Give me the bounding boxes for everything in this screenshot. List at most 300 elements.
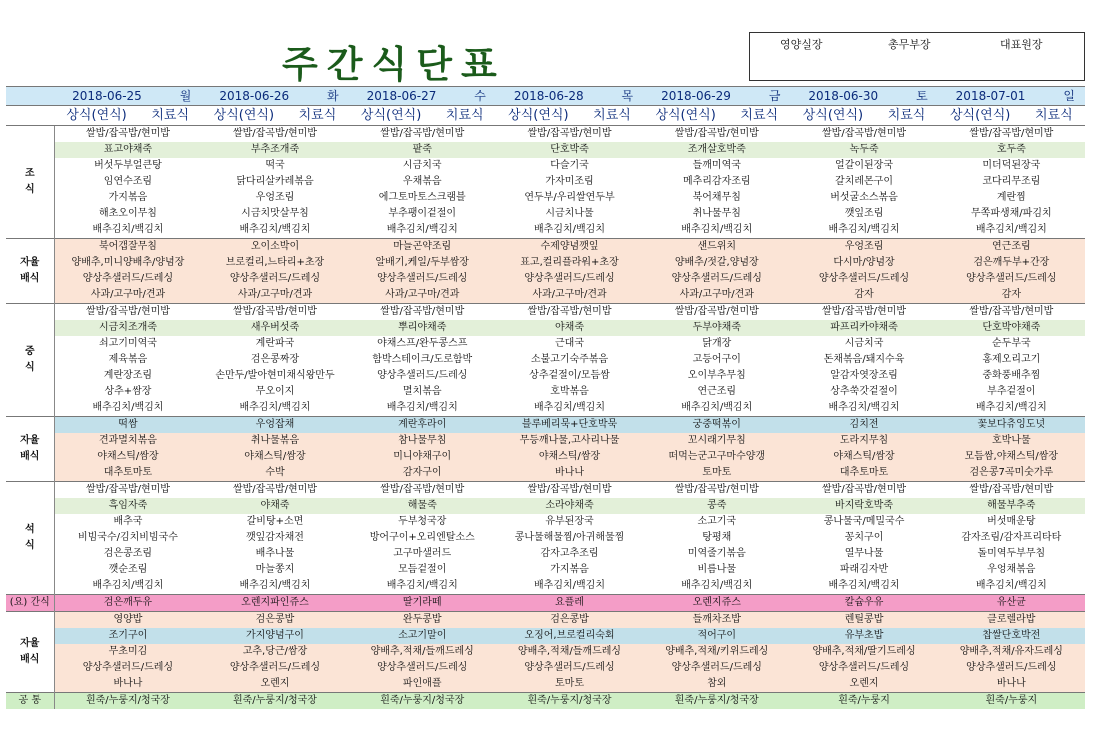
menu-item: 흰죽/누룽지/청국장: [201, 693, 348, 710]
menu-item: 양상추샐러드/드레싱: [643, 271, 790, 287]
day-date: 2018-06-28: [513, 89, 584, 103]
therapy-diet-label: 치료식: [1035, 107, 1073, 123]
menu-item: 흰죽/누룽지/청국장: [496, 693, 643, 710]
menu-item: 배추김치/백김치: [938, 222, 1085, 239]
menu-item: 다슬기국: [496, 158, 643, 174]
menu-item: 검은콩밥: [496, 612, 643, 629]
menu-item: 연근조림: [938, 239, 1085, 256]
menu-item: 찹쌀단호박전: [938, 628, 1085, 644]
menu-item: 쌀밥/잡곡밥/현미밥: [496, 482, 643, 499]
approval-nutrition-manager: 영양실장: [780, 38, 823, 51]
menu-item: 멸치볶음: [349, 384, 496, 400]
menu-item: 양상추샐러드/드레싱: [938, 660, 1085, 676]
menu-item: 돌미역두부무침: [938, 546, 1085, 562]
menu-item: 바나나: [938, 676, 1085, 693]
menu-item: 해초오이무침: [54, 206, 201, 222]
meal-section-label: (요) 간식: [6, 595, 54, 612]
day-weekday: 금: [768, 89, 781, 103]
meal-section-label: 자율 배식: [6, 239, 54, 304]
menu-item: 우엉조림: [201, 190, 348, 206]
menu-item: 적어구이: [643, 628, 790, 644]
menu-item: 파인애플: [349, 676, 496, 693]
menu-item: 양상추샐러드/드레싱: [201, 271, 348, 287]
menu-item: 감자: [790, 287, 937, 304]
menu-item: 양상추샐러드/드레싱: [349, 271, 496, 287]
menu-item: 비빔국수/김치비빔국수: [54, 530, 201, 546]
menu-item: 사과/고구마/견과: [643, 287, 790, 304]
menu-item: 북어갭잘무침: [54, 239, 201, 256]
menu-item: 검은콩7곡미숫가루: [938, 465, 1085, 482]
menu-item: 사과/고구마/견과: [496, 287, 643, 304]
menu-item: 호박볶음: [496, 384, 643, 400]
menu-item: 쌀밥/잡곡밥/현미밥: [201, 482, 348, 499]
menu-item: 배추김치/백김치: [496, 222, 643, 239]
menu-item: 렌틸콩밥: [790, 612, 937, 629]
menu-item: 상추겉절이/모듬쌈: [496, 368, 643, 384]
menu-item: 시금치국: [790, 336, 937, 352]
day-weekday: 수: [474, 89, 486, 103]
menu-item: 해물죽: [349, 498, 496, 514]
menu-item: 대추토마토: [54, 465, 201, 482]
menu-item: 두부청국장: [349, 514, 496, 530]
menu-item: 야채죽: [201, 498, 348, 514]
menu-item: 유부된장국: [496, 514, 643, 530]
menu-item: 호박나물: [938, 433, 1085, 449]
menu-item: 닭다리살카레볶음: [201, 174, 348, 190]
menu-item: 사과/고구마/견과: [201, 287, 348, 304]
day-header: [496, 87, 643, 106]
therapy-diet-label: 치료식: [740, 107, 779, 123]
menu-item: 김치전: [790, 417, 937, 434]
day-date: 2018-06-29: [661, 89, 731, 103]
menu-item: 미니야채구이: [349, 449, 496, 465]
menu-item: 새우버섯죽: [201, 320, 348, 336]
menu-item: 소불고기숙주볶음: [496, 352, 643, 368]
menu-item: 양상추샐러드/드레싱: [790, 271, 937, 287]
menu-item: 배추김치/백김치: [54, 222, 201, 239]
menu-item: 함박스테이크/도로함박: [349, 352, 496, 368]
menu-item: 사과/고구마/견과: [54, 287, 201, 304]
menu-item: 알감자엿장조림: [790, 368, 937, 384]
menu-item: 흰죽/누룽지/청국장: [54, 693, 201, 710]
menu-item: 야채스틱/쌈장: [496, 449, 643, 465]
type-row-corner: [6, 106, 54, 126]
menu-item: 뿌리야채죽: [349, 320, 496, 336]
menu-item: 감자고추조림: [496, 546, 643, 562]
menu-item: 닭개장: [643, 336, 790, 352]
menu-item: 호두죽: [938, 142, 1085, 158]
menu-item: 쌀밥/잡곡밥/현미밥: [496, 304, 643, 321]
menu-item: 사과/고구마/견과: [349, 287, 496, 304]
menu-item: 버섯굴소스볶음: [790, 190, 937, 206]
menu-item: 계란찜: [938, 190, 1085, 206]
menu-item: 우엉조림: [790, 239, 937, 256]
menu-item: 배추김치/백김치: [790, 222, 937, 239]
menu-item: 소고기국: [643, 514, 790, 530]
menu-item: 배추나물: [201, 546, 348, 562]
menu-item: 양배추,적채/키위드레싱: [643, 644, 790, 660]
menu-item: 떡국: [201, 158, 348, 174]
menu-item: 바나나: [54, 676, 201, 693]
menu-item: 양배추,적채/들깨드레싱: [349, 644, 496, 660]
day-date: 2018-06-25: [72, 89, 142, 103]
menu-item: 양상추샐러드/드레싱: [349, 368, 496, 384]
menu-item: 배추김치/백김치: [938, 578, 1085, 595]
menu-item: 쌀밥/잡곡밥/현미밥: [54, 304, 201, 321]
menu-item: 손만두/발아현미채식왕만두: [201, 368, 348, 384]
menu-item: 소라야채죽: [496, 498, 643, 514]
weekly-menu-table: [6, 86, 1085, 709]
menu-item: 무오이지: [201, 384, 348, 400]
menu-item: 우엉잡채: [201, 417, 348, 434]
menu-item: 꽃보다츄잉도넛: [938, 417, 1085, 434]
menu-item: 떠먹는군고구마수양갱: [643, 449, 790, 465]
therapy-diet-label: 치료식: [445, 107, 484, 123]
menu-item: 대추토마토: [790, 465, 937, 482]
menu-item: 완두콩밥: [349, 612, 496, 629]
menu-item: 쌀밥/잡곡밥/현미밥: [938, 482, 1085, 499]
menu-item: 야채죽: [496, 320, 643, 336]
menu-item: 쌀밥/잡곡밥/현미밥: [643, 304, 790, 321]
menu-item: 조개살호박죽: [643, 142, 790, 158]
menu-item: 양상추샐러드/드레싱: [496, 660, 643, 676]
menu-item: 흰죽/누룽지: [938, 693, 1085, 710]
menu-item: 배추김치/백김치: [349, 578, 496, 595]
menu-item: 가지볶음: [54, 190, 201, 206]
menu-item: 북어채무침: [643, 190, 790, 206]
menu-item: 돈채볶음/돼지수육: [790, 352, 937, 368]
menu-item: 감자구이: [349, 465, 496, 482]
menu-item: 양배추,적채/딸기드레싱: [790, 644, 937, 660]
menu-item: 비름나물: [643, 562, 790, 578]
menu-item: 참나물무침: [349, 433, 496, 449]
menu-item: 야채스틱/쌈장: [790, 449, 937, 465]
approval-general-manager: 총무부장: [888, 38, 931, 51]
menu-item: 쌀밥/잡곡밥/현미밥: [201, 126, 348, 143]
menu-item: 미역줄기볶음: [643, 546, 790, 562]
menu-item: 오이부추무침: [643, 368, 790, 384]
menu-item: 부추겉절이: [938, 384, 1085, 400]
menu-item: 야채스틱/쌈장: [54, 449, 201, 465]
menu-item: 요플레: [496, 595, 643, 612]
menu-item: 오징어,브로컬리숙회: [496, 628, 643, 644]
menu-item: 배추김치/백김치: [349, 400, 496, 417]
menu-item: 콩나물해물찜/아귀해물찜: [496, 530, 643, 546]
approval-box: [749, 32, 1085, 81]
menu-item: 양상추샐러드/드레싱: [790, 660, 937, 676]
diet-type-header: [201, 106, 348, 126]
menu-item: 흰죽/누룽지: [790, 693, 937, 710]
menu-item: 견과멸치볶음: [54, 433, 201, 449]
menu-item: 중화풍배추찜: [938, 368, 1085, 384]
menu-item: 검은깨두부+간장: [938, 255, 1085, 271]
menu-item: 궁중떡볶이: [643, 417, 790, 434]
menu-item: 부추조개죽: [201, 142, 348, 158]
menu-item: 양상추샐러드/드레싱: [54, 660, 201, 676]
menu-item: 표고,컬리플라워+초장: [496, 255, 643, 271]
menu-item: 계란장조림: [54, 368, 201, 384]
menu-item: 파래김자반: [790, 562, 937, 578]
menu-item: 브로컬리,느타리+초장: [201, 255, 348, 271]
menu-item: 배추김치/백김치: [201, 222, 348, 239]
therapy-diet-label: 치료식: [593, 107, 631, 123]
menu-item: 샌드위치: [643, 239, 790, 256]
menu-item: 참외: [643, 676, 790, 693]
menu-item: 양배추,적채/유자드레싱: [938, 644, 1085, 660]
menu-item: 배추김치/백김치: [643, 222, 790, 239]
menu-item: 조기구이: [54, 628, 201, 644]
menu-item: 감자조림/감자프리타타: [938, 530, 1085, 546]
menu-item: 영양밥: [54, 612, 201, 629]
menu-item: 양상추샐러드/드레싱: [349, 660, 496, 676]
menu-item: 바나나: [496, 465, 643, 482]
day-date: 2018-07-01: [955, 89, 1026, 103]
menu-item: 녹두죽: [790, 142, 937, 158]
menu-item: 쌀밥/잡곡밥/현미밥: [790, 482, 937, 499]
menu-item: 시금치국: [349, 158, 496, 174]
menu-item: 얼갈이된장국: [790, 158, 937, 174]
menu-item: 배추김치/백김치: [201, 400, 348, 417]
menu-item: 배추국: [54, 514, 201, 530]
menu-item: 버섯두부얼큰탕: [54, 158, 201, 174]
menu-item: 쌀밥/잡곡밥/현미밥: [643, 482, 790, 499]
menu-item: 버섯매운탕: [938, 514, 1085, 530]
menu-item: 쌀밥/잡곡밥/현미밥: [790, 126, 937, 143]
menu-item: 수박: [201, 465, 348, 482]
menu-item: 쌀밥/잡곡밥/현미밥: [496, 126, 643, 143]
menu-item: 순두부국: [938, 336, 1085, 352]
menu-item: 양배추,적채/들깨드레싱: [496, 644, 643, 660]
menu-item: 감자: [938, 287, 1085, 304]
menu-item: 유부초밥: [790, 628, 937, 644]
day-weekday: 목: [621, 89, 634, 103]
menu-item: 근대국: [496, 336, 643, 352]
diet-type-header: [643, 106, 790, 126]
diet-type-header: [938, 106, 1085, 126]
menu-item: 흑임자죽: [54, 498, 201, 514]
menu-item: 모듬겉절이: [349, 562, 496, 578]
menu-item: 깻순조림: [54, 562, 201, 578]
menu-item: 배추김치/백김치: [790, 400, 937, 417]
date-row-corner: [6, 87, 54, 106]
meal-section-label: 조 식: [6, 126, 54, 239]
menu-item: 양상추샐러드/드레싱: [496, 271, 643, 287]
normal-diet-label: 상식(연식): [66, 107, 127, 123]
day-date: 2018-06-26: [219, 89, 290, 103]
menu-item: 배추김치/백김치: [201, 578, 348, 595]
menu-item: 단호박야채죽: [938, 320, 1085, 336]
diet-type-header: [349, 106, 496, 126]
menu-item: 계란후라이: [349, 417, 496, 434]
menu-item: 연근조림: [643, 384, 790, 400]
menu-item: 야채스프/완두콩스프: [349, 336, 496, 352]
page-title: 주간식단표: [282, 43, 506, 86]
menu-item: 검은콩조림: [54, 546, 201, 562]
menu-item: 열무나물: [790, 546, 937, 562]
menu-item: 양배추,미니양배추/양념장: [54, 255, 201, 271]
menu-item: 취나물볶음: [201, 433, 348, 449]
menu-item: 가자미조림: [496, 174, 643, 190]
menu-item: 갈비탕+소면: [201, 514, 348, 530]
menu-item: 검은콩밥: [201, 612, 348, 629]
day-weekday: 일: [1063, 89, 1075, 103]
menu-item: 코다리무조림: [938, 174, 1085, 190]
menu-item: 쌀밥/잡곡밥/현미밥: [643, 126, 790, 143]
diet-type-header: [496, 106, 643, 126]
menu-item: 배추김치/백김치: [790, 578, 937, 595]
menu-item: 홍제오리고기: [938, 352, 1085, 368]
menu-item: 쌀밥/잡곡밥/현미밥: [349, 126, 496, 143]
menu-item: 칼슘우유: [790, 595, 937, 612]
menu-item: 쌀밥/잡곡밥/현미밥: [938, 304, 1085, 321]
menu-item: 깻잎조림: [790, 206, 937, 222]
menu-item: 클로렐라밥: [938, 612, 1085, 629]
menu-item: 도라지무침: [790, 433, 937, 449]
menu-item: 배추김치/백김치: [643, 400, 790, 417]
menu-item: 무등깨나물,고사리나물: [496, 433, 643, 449]
menu-item: 배추김치/백김치: [54, 400, 201, 417]
menu-item: 콩나물국/메밀국수: [790, 514, 937, 530]
menu-item: 야채스틱/쌈장: [201, 449, 348, 465]
menu-item: 흰죽/누룽지/청국장: [349, 693, 496, 710]
menu-item: 탕평채: [643, 530, 790, 546]
day-weekday: 월: [179, 89, 192, 103]
menu-item: 딸기라떼: [349, 595, 496, 612]
normal-diet-label: 상식(연식): [655, 107, 716, 123]
menu-item: 배추김치/백김치: [643, 578, 790, 595]
menu-item: 소고기말이: [349, 628, 496, 644]
menu-item: 취나물무침: [643, 206, 790, 222]
normal-diet-label: 상식(연식): [949, 107, 1011, 123]
day-date: 2018-06-30: [808, 89, 879, 103]
menu-item: 떡쌈: [54, 417, 201, 434]
normal-diet-label: 상식(연식): [213, 107, 275, 123]
menu-item: 양상추샐러드/드레싱: [643, 660, 790, 676]
day-weekday: 토: [916, 89, 928, 103]
menu-item: 콩죽: [643, 498, 790, 514]
therapy-diet-label: 치료식: [298, 107, 337, 123]
menu-item: 오렌지: [790, 676, 937, 693]
menu-item: 제육볶음: [54, 352, 201, 368]
menu-item: 검은깨두유: [54, 595, 201, 612]
meal-section-label: 자율 배식: [6, 612, 54, 693]
menu-item: 흰죽/누룽지/청국장: [643, 693, 790, 710]
day-header: [643, 87, 790, 106]
menu-item: 양상추샐러드/드레싱: [201, 660, 348, 676]
day-header: [938, 87, 1085, 106]
menu-item: 토마토: [496, 676, 643, 693]
meal-section-label: 석 식: [6, 482, 54, 595]
menu-item: 가지양념구이: [201, 628, 348, 644]
meal-section-label: 중 식: [6, 304, 54, 417]
diet-type-header: [790, 106, 937, 126]
menu-item: 상추+쌈장: [54, 384, 201, 400]
menu-item: 고등어구이: [643, 352, 790, 368]
menu-item: 연두부/우리쌀연두부: [496, 190, 643, 206]
day-header: [201, 87, 348, 106]
menu-item: 오렌지: [201, 676, 348, 693]
menu-item: 들깨미역국: [643, 158, 790, 174]
menu-item: 쌀밥/잡곡밥/현미밥: [54, 482, 201, 499]
menu-item: 임연수조림: [54, 174, 201, 190]
normal-diet-label: 상식(연식): [360, 107, 422, 123]
menu-item: 쌀밥/잡곡밥/현미밥: [201, 304, 348, 321]
menu-item: 깻잎감자채전: [201, 530, 348, 546]
menu-item: 바지락호박죽: [790, 498, 937, 514]
therapy-diet-label: 치료식: [887, 107, 926, 123]
menu-item: 쌀밥/잡곡밥/현미밥: [349, 482, 496, 499]
menu-item: 배추김치/백김치: [349, 222, 496, 239]
menu-item: 마늘곤약조림: [349, 239, 496, 256]
menu-item: 시금치나물: [496, 206, 643, 222]
menu-item: 토마토: [643, 465, 790, 482]
menu-item: 단호박죽: [496, 142, 643, 158]
menu-item: 무초미김: [54, 644, 201, 660]
menu-item: 오렌지파인쥬스: [201, 595, 348, 612]
menu-item: 수제양념깻잎: [496, 239, 643, 256]
menu-item: 꽁치구이: [790, 530, 937, 546]
menu-item: 계란파국: [201, 336, 348, 352]
day-header: [349, 87, 496, 106]
menu-item: 고추,당근/쌈장: [201, 644, 348, 660]
therapy-diet-label: 치료식: [151, 107, 190, 123]
meal-section-label: 자율 배식: [6, 417, 54, 482]
menu-item: 검은콩짜장: [201, 352, 348, 368]
menu-item: 해물부추죽: [938, 498, 1085, 514]
menu-item: 꼬시래기무침: [643, 433, 790, 449]
menu-item: 들깨차조밥: [643, 612, 790, 629]
menu-item: 배추김치/백김치: [496, 578, 643, 595]
normal-diet-label: 상식(연식): [508, 107, 569, 123]
diet-type-header: [54, 106, 201, 126]
menu-item: 무쪽파생채/파김치: [938, 206, 1085, 222]
menu-item: 유산균: [938, 595, 1085, 612]
menu-item: 쌀밥/잡곡밥/현미밥: [790, 304, 937, 321]
menu-item: 알배기,케일/두부쌈장: [349, 255, 496, 271]
day-weekday: 화: [327, 89, 339, 103]
menu-item: 시금치맛살무침: [201, 206, 348, 222]
menu-item: 양상추샐러드/드레싱: [938, 271, 1085, 287]
menu-item: 오이소박이: [201, 239, 348, 256]
menu-item: 쌀밥/잡곡밥/현미밥: [349, 304, 496, 321]
menu-item: 상추쑥갓겉절이: [790, 384, 937, 400]
menu-item: 갈치레몬구이: [790, 174, 937, 190]
menu-item: 양배추/젓갈,양념장: [643, 255, 790, 271]
menu-item: 파프리카야채죽: [790, 320, 937, 336]
menu-item: 다시마/양념장: [790, 255, 937, 271]
menu-item: 고구마샐러드: [349, 546, 496, 562]
menu-item: 가지볶음: [496, 562, 643, 578]
normal-diet-label: 상식(연식): [802, 107, 864, 123]
menu-item: 메추리감자조림: [643, 174, 790, 190]
menu-item: 배추김치/백김치: [938, 400, 1085, 417]
menu-item: 배추김치/백김치: [54, 578, 201, 595]
menu-item: 블루베리묵+단호박묵: [496, 417, 643, 434]
menu-item: 미더덕된장국: [938, 158, 1085, 174]
day-header: [54, 87, 201, 106]
menu-item: 시금치조개죽: [54, 320, 201, 336]
menu-item: 방어구이+오리엔탈소스: [349, 530, 496, 546]
menu-item: 모듬쌈,야채스틱/쌈장: [938, 449, 1085, 465]
day-date: 2018-06-27: [366, 89, 437, 103]
meal-section-label: 공 통: [6, 693, 54, 710]
menu-item: 부추팽이겉절이: [349, 206, 496, 222]
menu-item: 두부야채죽: [643, 320, 790, 336]
menu-item: 팥죽: [349, 142, 496, 158]
menu-item: 우엉채볶음: [938, 562, 1085, 578]
menu-item: 배추김치/백김치: [496, 400, 643, 417]
menu-item: 우채볶음: [349, 174, 496, 190]
